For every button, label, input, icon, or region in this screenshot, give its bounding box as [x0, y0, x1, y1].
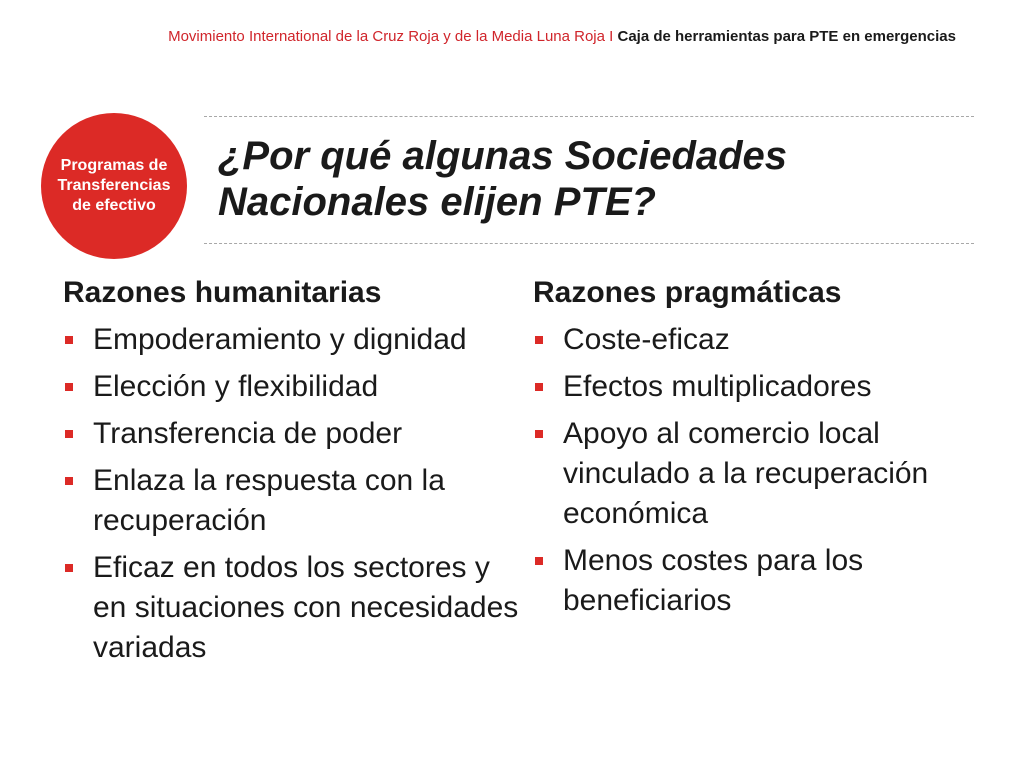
slide-title — [218, 133, 958, 225]
list-item-text: Eficaz en todos los sectores y en situaciones con necesidades variadas — [93, 551, 519, 664]
list-item — [63, 461, 523, 541]
list-item — [533, 320, 973, 360]
list-item — [63, 414, 523, 454]
column-heading-humanitarian: Razones humanitarias — [63, 276, 382, 309]
top-dashed-divider — [204, 116, 974, 117]
list-item-text: Menos costes para los beneficiarios — [563, 544, 864, 617]
list-item-text: Elección y flexibilidad — [93, 370, 379, 403]
header-toolkit: Caja de herramientas para PTE en emergencias — [617, 28, 956, 45]
bullet-icon — [65, 430, 73, 438]
title-line-2: Nacionales elijen PTE? — [218, 180, 656, 224]
list-item-text: Efectos multiplicadores — [563, 370, 872, 403]
list-item-text: Coste-eficaz — [563, 323, 730, 356]
title-line-1: ¿Por qué algunas Sociedades — [218, 134, 788, 178]
pragmatic-reasons-list — [533, 320, 973, 621]
badge-line-1: Programas de — [60, 157, 168, 174]
header-organization: Movimiento International de la Cruz Roja y de la Media Luna Roja — [168, 28, 605, 45]
bullet-icon — [535, 430, 543, 438]
humanitarian-reasons-list — [63, 320, 523, 668]
header-separator: I — [604, 28, 618, 45]
bullet-icon — [65, 564, 73, 572]
list-item — [63, 320, 523, 360]
list-item-text: Apoyo al comercio local vinculado a la recuperación económica — [563, 417, 929, 530]
list-item — [63, 548, 523, 668]
list-item-text: Transferencia de poder — [93, 417, 403, 450]
bullet-icon — [535, 336, 543, 344]
list-item — [533, 414, 973, 534]
bullet-icon — [535, 557, 543, 565]
badge-line-2: Transferencias — [57, 177, 171, 194]
bottom-dashed-divider — [204, 243, 974, 244]
slide-header — [168, 28, 956, 45]
bullet-icon — [65, 383, 73, 391]
humanitarian-reasons-column — [63, 276, 523, 675]
bullet-icon — [65, 336, 73, 344]
list-item — [533, 541, 973, 621]
list-item — [63, 367, 523, 407]
section-badge — [41, 113, 187, 259]
badge-line-3: de efectivo — [72, 197, 156, 214]
list-item-text: Empoderamiento y dignidad — [93, 323, 467, 356]
column-heading-pragmatic: Razones pragmáticas — [533, 276, 842, 309]
list-item-text: Enlaza la respuesta con la recuperación — [93, 464, 445, 537]
list-item — [533, 367, 973, 407]
bullet-icon — [535, 383, 543, 391]
bullet-icon — [65, 477, 73, 485]
pragmatic-reasons-column — [533, 276, 973, 628]
